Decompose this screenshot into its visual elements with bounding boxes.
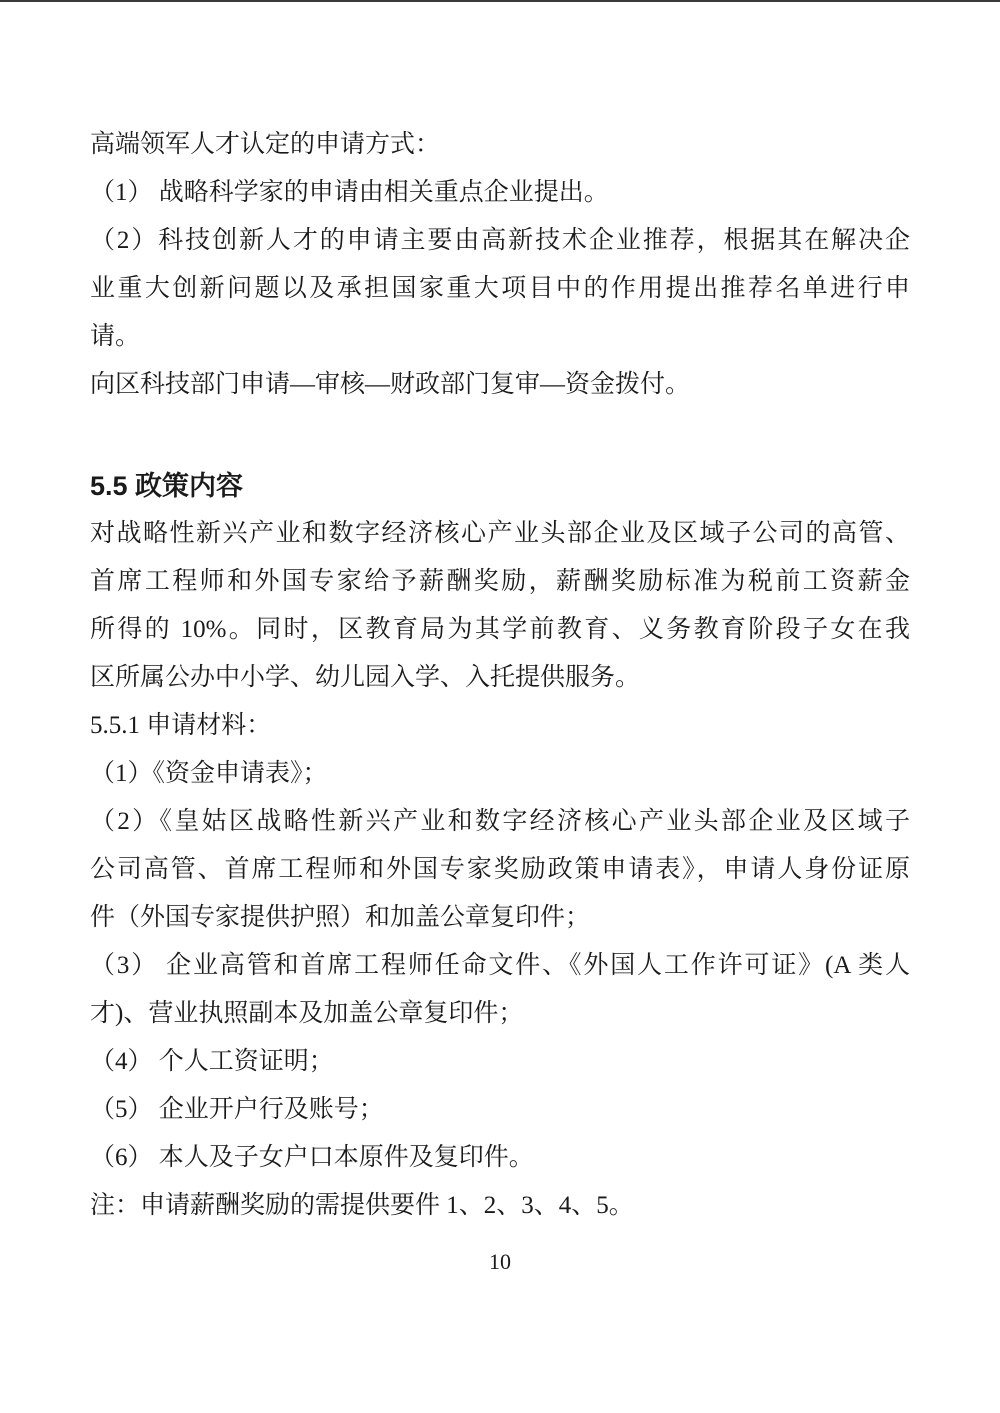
scan-edge-artifact [0,0,1000,2]
text-line: 高端领军人才认定的申请方式： [90,131,441,158]
text-line: 件（外国专家提供护照）和加盖公章复印件； [90,904,591,931]
text-line: 5.5.1 申请材料： [90,712,272,739]
paragraph [90,702,910,750]
text-line: 注：申请薪酬奖励的需提供要件 1、2、3、4、5。 [90,1192,634,1219]
text-line: 所得的 10%。同时，区教育局为其学前教育、义务教育阶段子女在我 [90,616,910,643]
text-line: （5） 企业开户行及账号； [90,1096,384,1123]
paragraph [90,121,910,169]
paragraph [90,942,910,1038]
text-line: 向区科技部门申请—审核—财政部门复审—资金拨付。 [90,371,691,398]
text-line: 请。 [90,323,141,350]
paragraph [90,510,910,702]
paragraph [90,1086,910,1134]
text-line: 首席工程师和外国专家给予薪酬奖励，薪酬奖励标准为税前工资薪金 [90,568,910,595]
document-content [90,121,910,1230]
paragraph [90,169,910,217]
paragraph [90,1134,910,1182]
paragraph [90,750,910,798]
text-line: （1）《资金申请表》； [90,760,328,787]
text-line: （2）科技创新人才的申请主要由高新技术企业推荐，根据其在解决企 [90,227,910,254]
text-line: 对战略性新兴产业和数字经济核心产业头部企业及区域子公司的高管、 [90,520,910,547]
section-heading [90,462,910,510]
text-line: 业重大创新问题以及承担国家重大项目中的作用提出推荐名单进行申 [90,275,910,302]
page-number: 10 [489,1249,511,1274]
paragraph [90,361,910,409]
text-line: 公司高管、首席工程师和外国专家奖励政策申请表》，申请人身份证原 [90,856,910,883]
text-line: （1） 战略科学家的申请由相关重点企业提出。 [90,179,609,206]
text-line: （3） 企业高管和首席工程师任命文件、《外国人工作许可证》(A 类人 [90,952,910,979]
paragraph [90,798,910,942]
paragraph [90,1038,910,1086]
text-line: （6） 本人及子女户口本原件及复印件。 [90,1144,534,1171]
text-line: （2）《皇姑区战略性新兴产业和数字经济核心产业头部企业及区域子 [90,808,910,835]
text-line: （4） 个人工资证明； [90,1048,334,1075]
paragraph [90,1182,910,1230]
text-line: 区所属公办中小学、幼儿园入学、入托提供服务。 [90,664,641,691]
text-line: 才)、营业执照副本及加盖公章复印件； [90,1000,524,1027]
paragraph [90,217,910,361]
section-heading-text: 5.5 政策内容 [90,471,244,501]
